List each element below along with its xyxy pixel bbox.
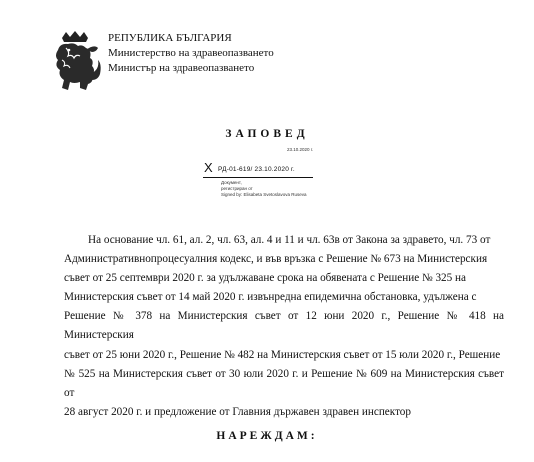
preamble-line: Административнопроцесуалния кодекс, и във връзка с Решение № 673 на Министерския [64,253,488,266]
signature-meta-line: Документ, [221,180,242,185]
order-preamble [64,231,504,422]
decree-heading: НАРЕЖДАМ: [216,430,318,442]
signature-meta-line: Signed by: Elisabeta Svetoslavova Ruseva [221,192,307,197]
signature-line [203,177,313,178]
preamble-line: На основание чл. 61, ал. 2, чл. 63, ал. 4 и 11 и чл. 63в от Закона за здравето, чл. 73 от [88,234,491,246]
ministry-name: Министерство на здравеопазването [108,47,274,59]
coat-of-arms-icon [46,30,104,94]
preamble-line: съвет от 25 юни 2020 г., Решение № 482 на Министерския съвет от 15 юли 2020 г., Решение [64,348,501,361]
registration-number: РД-01-619/ 23.10.2020 г. [218,166,295,173]
preamble-line: съвет от 25 септември 2020 г. за удължаване срока на обявената с Решение № 325 на [64,272,466,285]
ministry-header [108,31,274,76]
preamble-line: Решение № 378 на Министерския съвет от 12 юни 2020 г., Решение № 418 на Министерския [64,310,504,342]
document-title: ЗАПОВЕД [225,128,309,140]
country-name: РЕПУБЛИКА БЪЛГАРИЯ [108,32,232,44]
minister-title: Министър на здравеопазването [108,62,255,74]
preamble-line: 28 август 2020 г. и предложение от Главния държавен здравен инспектор [64,405,411,418]
signature-mark: X [204,160,213,175]
preamble-line: Министерския съвет от 14 май 2020 г. извънредна епидемична обстановка, удължена с [64,291,477,304]
signature-meta-line: регистриран от [221,186,253,191]
signature-date: 23.10.2020 г. [287,147,314,152]
preamble-line: № 525 на Министерския съвет от 30 юли 2020 г. и Решение № 609 на Министерския съвет от [64,367,504,399]
signature-meta [221,180,307,198]
